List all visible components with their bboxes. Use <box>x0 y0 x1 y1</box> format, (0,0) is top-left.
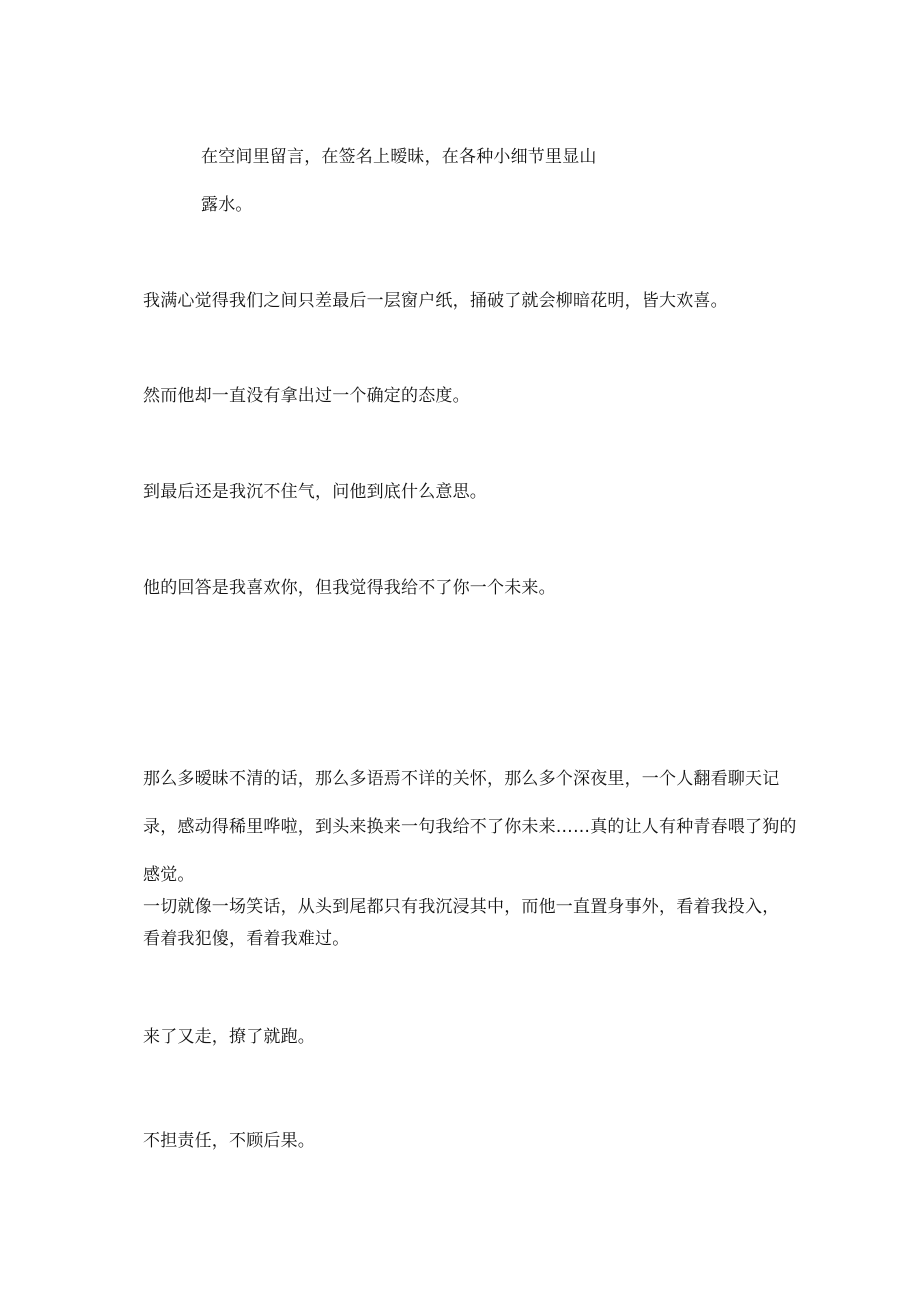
paragraph-line-3: 我满心觉得我们之间只差最后一层窗户纸，捅破了就会柳暗花明，皆大欢喜。 <box>143 291 728 311</box>
paragraph-line-13: 不担责任，不顾后果。 <box>143 1131 315 1151</box>
paragraph-line-5: 到最后还是我沉不住气，问他到底什么意思。 <box>143 482 487 502</box>
paragraph-line-6: 他的回答是我喜欢你，但我觉得我给不了你一个未来。 <box>143 578 556 598</box>
paragraph-line-1: 在空间里留言，在签名上暧昧，在各种小细节里显山 <box>201 147 597 167</box>
paragraph-line-7: 那么多暧昧不清的话，那么多语焉不详的关怀，那么多个深夜里，一个人翻看聊天记 <box>143 769 780 789</box>
paragraph-line-9: 感觉。 <box>143 865 195 885</box>
paragraph-line-12: 来了又走，撩了就跑。 <box>143 1027 315 1047</box>
paragraph-line-8: 录，感动得稀里哗啦，到头来换来一句我给不了你未来……真的让人有种青春喂了狗的 <box>143 817 797 837</box>
paragraph-line-10: 一切就像一场笑话，从头到尾都只有我沉浸其中，而他一直置身事外，看着我投入， <box>143 897 780 917</box>
paragraph-line-11: 看着我犯傻，看着我难过。 <box>143 929 350 949</box>
paragraph-line-2: 露水。 <box>201 195 253 215</box>
paragraph-line-4: 然而他却一直没有拿出过一个确定的态度。 <box>143 386 470 406</box>
